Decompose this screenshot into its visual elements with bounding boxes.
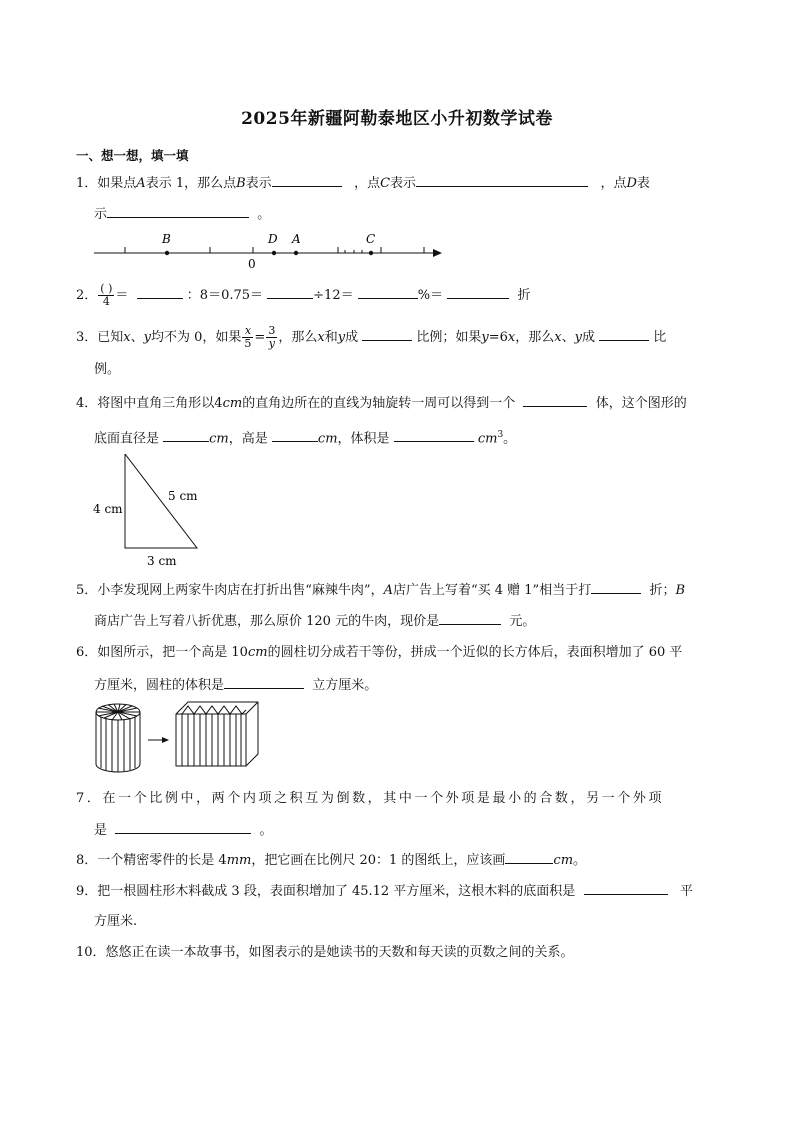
question-9-line-1: 9．把一根圆柱形木料截成 3 段，表面积增加了 45.12 平方厘米，这根木料的底面积是 平 — [76, 881, 693, 902]
question-5-line-1: 5．小李发现网上两家牛肉店在打折出售“麻辣牛肉”，A店广告上写着“买 4 赠 1”相当于打 折；B — [76, 580, 685, 601]
answer-blank[interactable] — [358, 285, 418, 299]
question-9-line-2: 方厘米. — [94, 914, 138, 929]
question-5-line-2: 商店广告上写着八折优惠，那么原价 120 元的牛肉，现价是 元。 — [94, 611, 535, 632]
answer-blank[interactable] — [416, 173, 588, 187]
question-8: 8．一个精密零件的长是 4mm，把它画在比例尺 20：1 的图纸上，应该画 cm。 — [76, 850, 586, 871]
point-label-d: D — [268, 232, 278, 246]
answer-blank[interactable] — [584, 881, 668, 895]
answer-blank[interactable] — [224, 675, 304, 689]
number-line-figure — [90, 228, 450, 272]
question-4-line-1: 4．将图中直角三角形以4cm的直角边所在的直线为轴旋转一周可以得到一个 体，这个图形的 — [76, 393, 687, 414]
section-1-heading: 一、想一想，填一填 — [76, 148, 189, 163]
answer-blank[interactable] — [447, 285, 509, 299]
point-label-b: B — [162, 232, 171, 246]
question-number: 2． — [76, 288, 98, 303]
question-number: 3． — [76, 330, 98, 345]
question-number: 5． — [76, 583, 98, 598]
answer-blank[interactable] — [505, 850, 553, 864]
cuboid-shape — [176, 702, 258, 766]
question-1-line-1: 1．如果点A表示 1，那么点B表示 ，点C表示 ，点D表 — [76, 173, 650, 194]
question-7-line-1: 7．在一个比例中，两个内项之积互为倒数，其中一个外项是最小的合数，另一个外项 — [76, 791, 665, 806]
question-number: 4． — [76, 396, 98, 411]
answer-blank[interactable] — [137, 285, 183, 299]
answer-blank[interactable] — [107, 204, 249, 218]
point-label-a: A — [292, 232, 301, 246]
answer-blank[interactable] — [523, 393, 587, 407]
answer-blank[interactable] — [267, 285, 313, 299]
question-number: 10． — [76, 945, 106, 960]
answer-blank[interactable] — [272, 428, 318, 442]
triangle-bottom-label: 3 cm — [147, 554, 177, 568]
question-6-line-1: 6．如图所示，把一个高是 10cm的圆柱切分成若干等份，拼成一个近似的长方体后，表面积增加了 60 平 — [76, 645, 683, 660]
question-2: 2． $\frac{( )}{4}$ ＝ ：8＝0.75＝ ÷12＝ %＝ 折 — [76, 282, 531, 308]
answer-blank[interactable] — [439, 611, 501, 625]
question-7-line-2: 是 。 — [94, 820, 273, 841]
cylinder-shape — [96, 704, 140, 772]
question-4-line-2: 底面直径是 cm，高是 cm，体积是 $cm^3$。 — [94, 430, 517, 447]
question-number: 9． — [76, 884, 98, 899]
answer-blank[interactable] — [591, 580, 641, 594]
answer-blank[interactable] — [115, 820, 251, 834]
answer-blank[interactable] — [272, 173, 342, 187]
question-number: 6． — [76, 645, 98, 660]
question-number: 1． — [76, 176, 98, 191]
answer-blank[interactable] — [394, 428, 474, 442]
point-label-c: C — [366, 232, 376, 246]
fraction: $\frac{3}{y}$ — [268, 324, 276, 350]
question-number: 8． — [76, 853, 98, 868]
exam-title: 2025年新疆阿勒泰地区小升初数学试卷 — [241, 109, 553, 129]
cylinder-to-cuboid-figure — [90, 698, 270, 778]
triangle-left-label: 4 cm — [93, 502, 123, 516]
fraction: $\frac{( )}{4}$ — [100, 282, 113, 308]
question-3-line-1: 3．已知x、y均不为 0，如果 $\frac{x}{5}$ = $\frac{3}{y}$ ，那么x和y成 比例；如果y=6x，那么x、y成 比 — [76, 324, 667, 350]
question-6-line-2: 方厘米，圆柱的体积是 立方厘米。 — [94, 675, 377, 696]
fraction: $\frac{x}{5}$ — [244, 324, 252, 350]
zero-label: 0 — [248, 257, 256, 271]
answer-blank[interactable] — [599, 327, 649, 341]
answer-blank[interactable] — [362, 327, 412, 341]
answer-blank[interactable] — [163, 428, 209, 442]
triangle-hypotenuse-label: 5 cm — [168, 489, 198, 503]
question-3-line-2: 例。 — [94, 362, 121, 377]
right-triangle-figure — [90, 448, 210, 572]
question-1-line-2: 示 。 — [94, 204, 270, 225]
question-10: 10．悠悠正在读一本故事书，如图表示的是她读书的天数和每天读的页数之间的关系。 — [76, 945, 574, 960]
question-number: 7． — [76, 791, 103, 806]
arrow-icon — [162, 737, 169, 743]
